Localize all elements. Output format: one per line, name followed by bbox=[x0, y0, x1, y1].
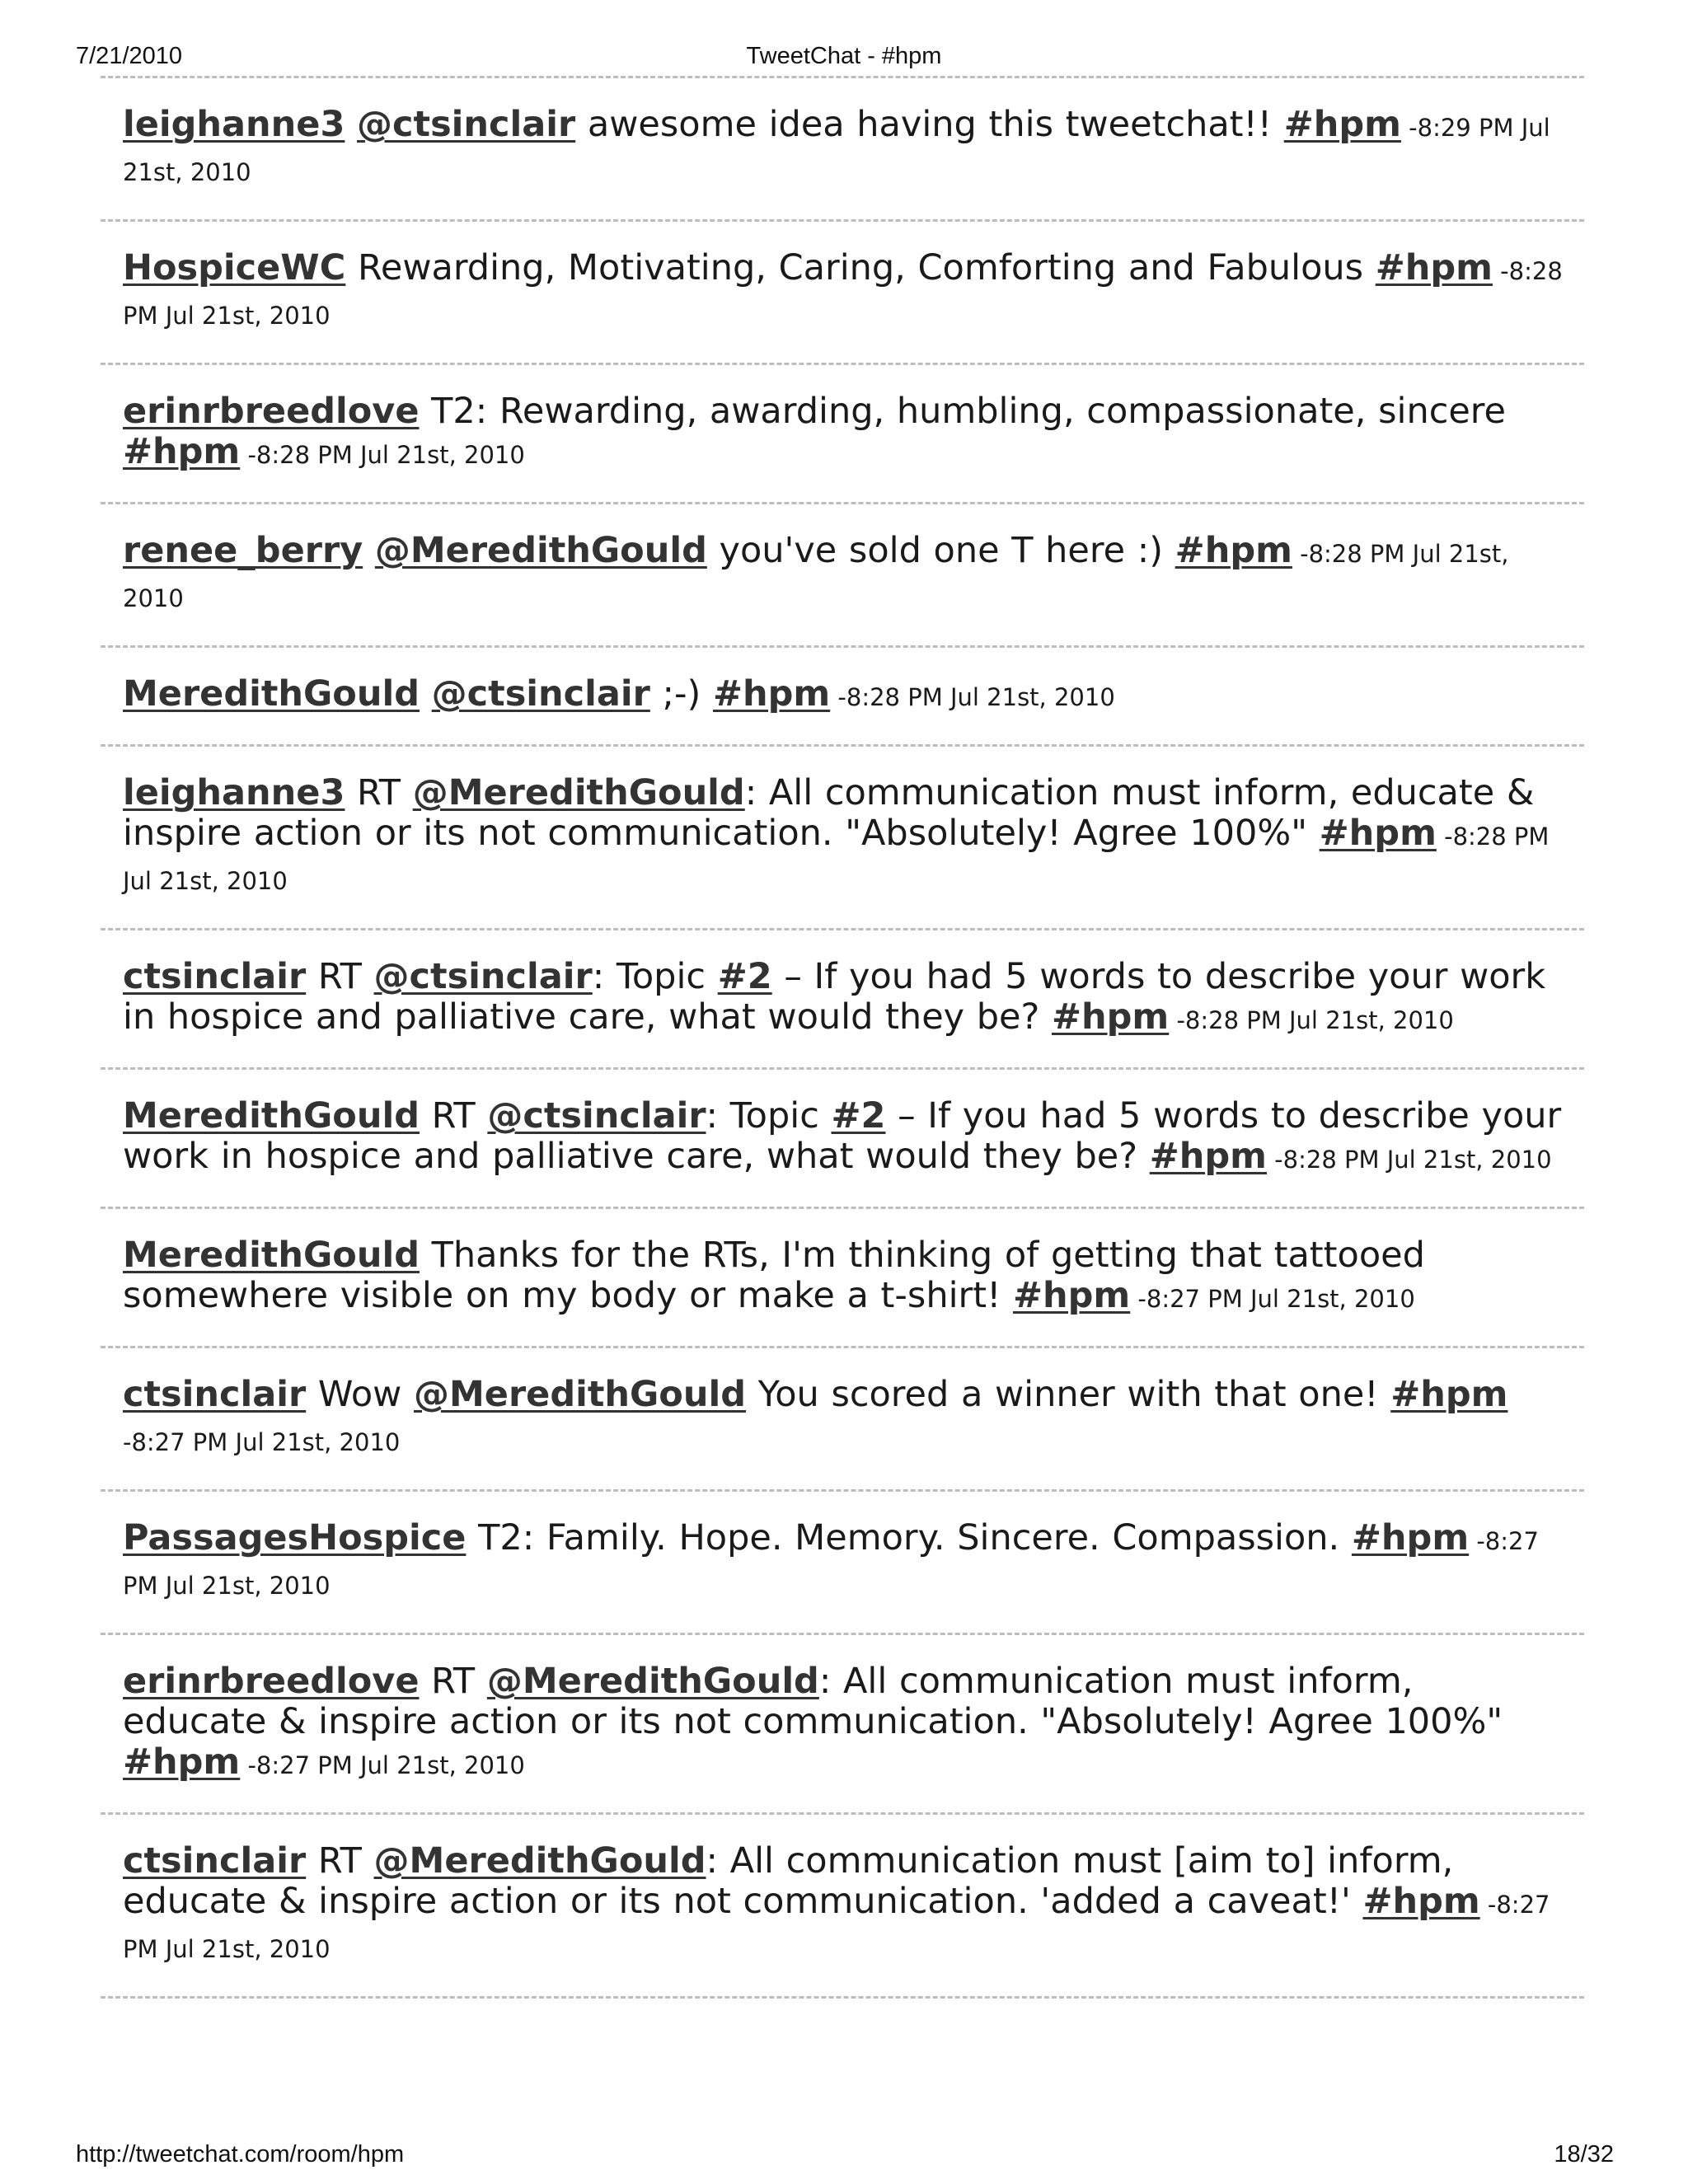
username-link[interactable]: ctsinclair bbox=[123, 956, 307, 997]
tweet-timestamp: -8:27 PM Jul 21st, 2010 bbox=[240, 1751, 525, 1779]
mention-link[interactable]: @ctsinclair bbox=[373, 956, 593, 997]
tweet-text: Thanks for the RTs, I'm thinking of getting that tattooed somewhere visible on my body or make a t-shirt! bbox=[123, 1235, 1425, 1316]
hashtag-link[interactable]: #hpm bbox=[1283, 104, 1401, 145]
print-page-number: 18/32 bbox=[1554, 2141, 1614, 2168]
mention-link[interactable]: @MeredithGould bbox=[412, 772, 745, 813]
hashtag-link[interactable]: #hpm bbox=[712, 673, 831, 715]
tweet-text bbox=[345, 104, 357, 145]
tweet-item bbox=[101, 1492, 1584, 1633]
tweet-text: : Topic bbox=[706, 1095, 832, 1137]
hashtag-link[interactable]: #hpm bbox=[123, 431, 241, 472]
hashtag-link[interactable]: #hpm bbox=[1362, 1881, 1480, 1922]
username-link[interactable]: MeredithGould bbox=[123, 673, 420, 715]
tweet-item bbox=[101, 648, 1584, 744]
tweet-text: ;-) bbox=[649, 673, 713, 715]
username-link[interactable]: HospiceWC bbox=[123, 247, 346, 288]
hashtag-link[interactable]: #hpm bbox=[1319, 813, 1437, 854]
username-link[interactable]: leighanne3 bbox=[123, 772, 345, 813]
tweet-text: : All communication must [aim to] inform, educate & inspire action or its not communication. 'added a caveat!' bbox=[123, 1840, 1454, 1922]
tweet-text: T2: Family. Hope. Memory. Sincere. Compassion. bbox=[466, 1517, 1352, 1558]
tweet-item bbox=[101, 222, 1584, 363]
hashtag-link[interactable]: #hpm bbox=[1390, 1374, 1508, 1415]
tweet-text: RT bbox=[306, 1840, 374, 1882]
tweet-timestamp: -8:27 PM Jul 21st, 2010 bbox=[123, 1428, 401, 1456]
hashtag-link[interactable]: #hpm bbox=[1012, 1275, 1131, 1316]
tweet-text bbox=[420, 673, 432, 715]
tweet-item bbox=[101, 747, 1584, 928]
tweet-item bbox=[101, 1348, 1584, 1489]
hashtag-link[interactable]: #hpm bbox=[1351, 1517, 1470, 1558]
print-url: http://tweetchat.com/room/hpm bbox=[76, 2141, 405, 2168]
tweet-text: Wow bbox=[306, 1374, 414, 1415]
tweet-text: – If you had 5 words to describe your work in hospice and palliative care, what would they be? bbox=[123, 956, 1546, 1038]
tweet-text: RT bbox=[419, 1661, 487, 1702]
hashtag-link[interactable]: #hpm bbox=[1149, 1136, 1267, 1177]
tweet-timestamp: -8:28 PM Jul 21st, 2010 bbox=[123, 257, 1563, 330]
print-date: 7/21/2010 bbox=[76, 43, 183, 69]
mention-link[interactable]: @MeredithGould bbox=[373, 1840, 706, 1882]
hashtag-link[interactable]: #hpm bbox=[1375, 247, 1493, 288]
tweet-text: RT bbox=[345, 772, 413, 813]
tweet-timestamp: -8:28 PM Jul 21st, 2010 bbox=[1169, 1006, 1454, 1034]
tweet-timestamp: -8:28 PM Jul 21st, 2010 bbox=[240, 441, 525, 469]
tweet-timestamp: -8:28 PM Jul 21st, 2010 bbox=[830, 683, 1115, 711]
tweet-item bbox=[101, 1209, 1584, 1346]
tweet-text: RT bbox=[419, 1095, 488, 1137]
username-link[interactable]: leighanne3 bbox=[123, 104, 345, 145]
tweet-timestamp: -8:27 PM Jul 21st, 2010 bbox=[123, 1891, 1550, 1963]
tweet-timestamp: -8:28 PM Jul 21st, 2010 bbox=[123, 823, 1550, 895]
tweet-text: : All communication must inform, educate & inspire action or its not communication. "Absolutely! Agree 100%" bbox=[123, 772, 1535, 854]
tweet-text: You scored a winner with that one! bbox=[745, 1374, 1391, 1415]
hashtag-link[interactable]: #2 bbox=[717, 956, 772, 997]
tweet-item bbox=[101, 365, 1584, 502]
print-page-title: TweetChat - #hpm bbox=[746, 43, 942, 69]
tweet-timestamp: -8:27 PM Jul 21st, 2010 bbox=[1130, 1285, 1415, 1313]
mention-link[interactable]: @ctsinclair bbox=[357, 104, 576, 145]
mention-link[interactable]: @MeredithGould bbox=[414, 1374, 746, 1415]
tweet-timestamp: -8:27 PM Jul 21st, 2010 bbox=[123, 1527, 1539, 1600]
tweet-divider bbox=[101, 1996, 1584, 1999]
username-link[interactable]: ctsinclair bbox=[123, 1374, 307, 1415]
username-link[interactable]: MeredithGould bbox=[123, 1235, 420, 1276]
tweet-feed bbox=[101, 76, 1584, 1999]
tweet-item bbox=[101, 930, 1584, 1067]
username-link[interactable]: PassagesHospice bbox=[123, 1517, 467, 1558]
tweet-text bbox=[363, 530, 375, 571]
tweet-text: awesome idea having this tweetchat!! bbox=[575, 104, 1284, 145]
mention-link[interactable]: @ctsinclair bbox=[431, 673, 650, 715]
tweet-text: : All communication must inform, educate & inspire action or its not communication. "Absolutely! Agree 100%" bbox=[123, 1661, 1503, 1742]
username-link[interactable]: renee_berry bbox=[123, 530, 363, 571]
hashtag-link[interactable]: #hpm bbox=[1175, 530, 1292, 571]
tweet-text: Rewarding, Motivating, Caring, Comforting and Fabulous bbox=[345, 247, 1376, 288]
tweet-text: T2: Rewarding, awarding, humbling, compassionate, sincere bbox=[419, 391, 1506, 432]
username-link[interactable]: MeredithGould bbox=[123, 1095, 420, 1137]
hashtag-link[interactable]: #2 bbox=[831, 1095, 886, 1137]
tweet-timestamp: -8:28 PM Jul 21st, 2010 bbox=[123, 540, 1509, 612]
tweet-text: : Topic bbox=[592, 956, 718, 997]
hashtag-link[interactable]: #hpm bbox=[123, 1741, 241, 1783]
tweet-item bbox=[101, 1070, 1584, 1207]
username-link[interactable]: ctsinclair bbox=[123, 1840, 307, 1882]
mention-link[interactable]: @ctsinclair bbox=[487, 1095, 706, 1137]
mention-link[interactable]: @MeredithGould bbox=[486, 1661, 819, 1702]
tweet-item bbox=[101, 1635, 1584, 1812]
tweet-timestamp: -8:28 PM Jul 21st, 2010 bbox=[1266, 1146, 1552, 1174]
tweet-text: you've sold one T here :) bbox=[706, 530, 1175, 571]
tweet-item bbox=[101, 1815, 1584, 1996]
mention-link[interactable]: @MeredithGould bbox=[374, 530, 707, 571]
tweet-text: – If you had 5 words to describe your work in hospice and palliative care, what would they be? bbox=[123, 1095, 1562, 1177]
username-link[interactable]: erinrbreedlove bbox=[123, 1661, 420, 1702]
tweet-text: RT bbox=[306, 956, 374, 997]
username-link[interactable]: erinrbreedlove bbox=[123, 391, 420, 432]
tweet-timestamp: -8:29 PM Jul 21st, 2010 bbox=[123, 114, 1550, 186]
tweet-item bbox=[101, 78, 1584, 219]
hashtag-link[interactable]: #hpm bbox=[1052, 996, 1170, 1038]
tweet-item bbox=[101, 504, 1584, 645]
